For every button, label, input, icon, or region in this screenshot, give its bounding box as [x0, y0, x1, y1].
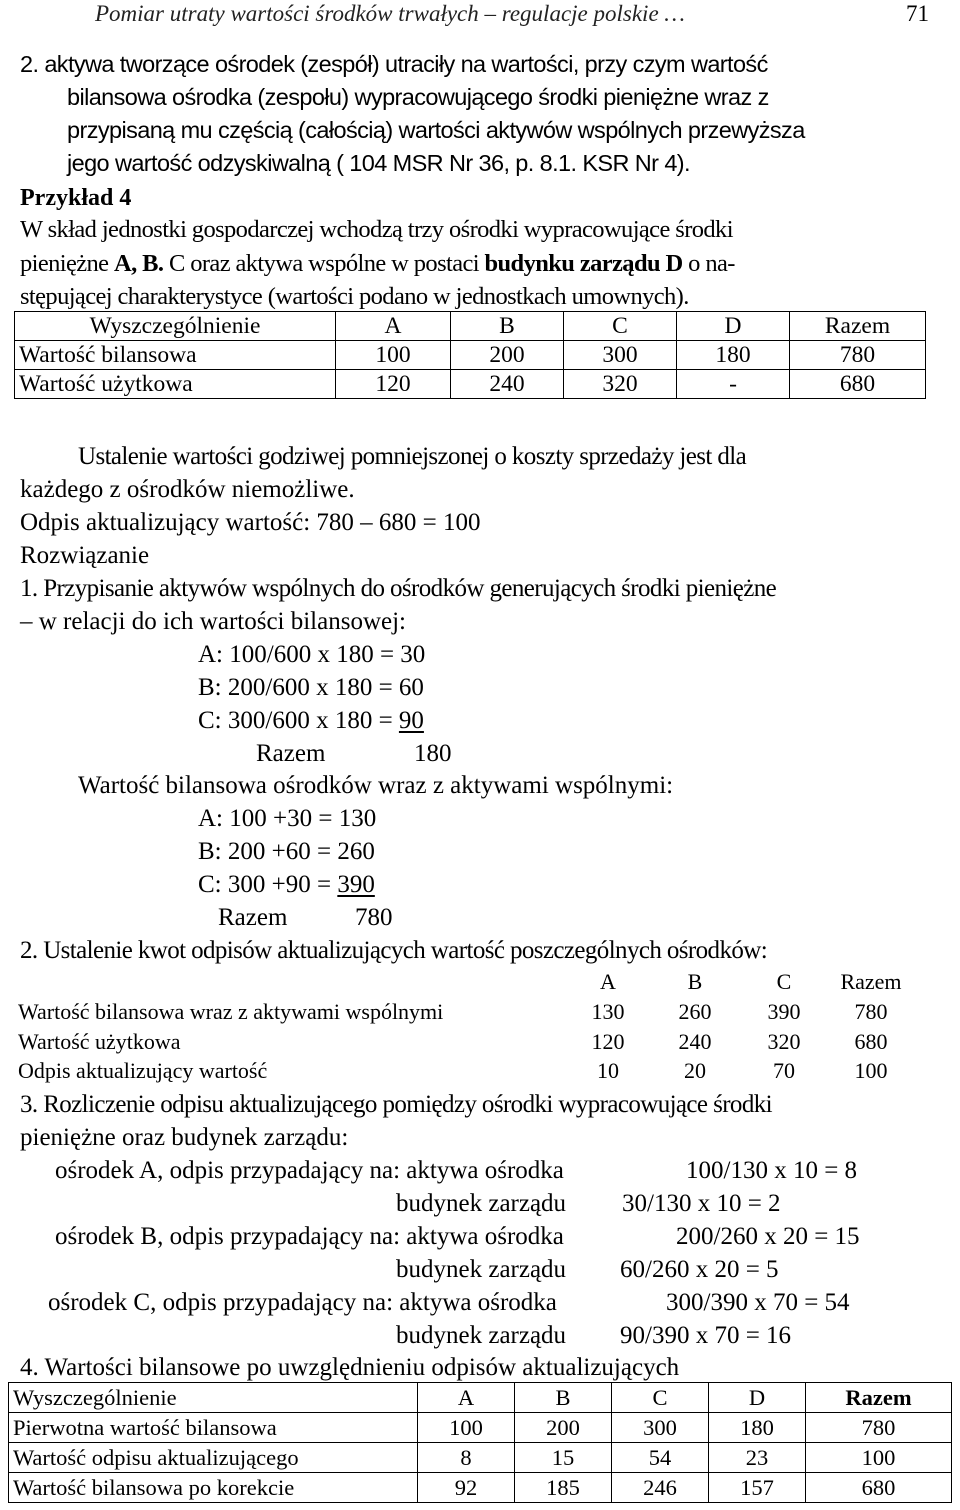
calc-line: B: 200 +60 = 260	[198, 838, 375, 865]
table-row	[9, 1443, 952, 1473]
table-header-cell: A	[418, 1383, 515, 1413]
table-cell: 180	[677, 341, 790, 370]
calc-line: C: 300/600 x 180 = 90	[198, 707, 424, 734]
section-3-title: 3. Rozliczenie odpisu aktualizującego pomiędzy ośrodki wypracowujące środki	[20, 1091, 772, 1118]
example-line: W skład jednostki gospodarczej wchodzą trzy ośrodki wypracowujące środki	[20, 216, 733, 243]
allocation-label: budynek zarządu	[396, 1256, 567, 1283]
table-header-row	[15, 312, 926, 341]
table-cell: Wartość odpisu aktualizującego	[9, 1443, 418, 1473]
table-cell: Wartość bilansowa	[15, 341, 336, 370]
allocation-label: ośrodek B, odpis przypadający na: aktywa ośrodka	[55, 1223, 564, 1250]
cell: 260	[678, 999, 712, 1024]
table-cell: 680	[806, 1473, 952, 1503]
odpis-line: Odpis aktualizujący wartość: 780 – 680 = 100	[20, 509, 481, 536]
row-label: Odpis aktualizujący wartość	[18, 1058, 268, 1083]
allocation-label: ośrodek A, odpis przypadający na: aktywa ośrodka	[55, 1157, 564, 1184]
section-3-title: pieniężne oraz budynek zarządu:	[20, 1124, 349, 1151]
table-header-row	[9, 1383, 952, 1413]
example-title: Przykład 4	[20, 185, 132, 211]
table-row	[15, 341, 926, 370]
table-cell: 100	[418, 1413, 515, 1443]
intro-line: jego wartość odzyskiwalną ( 104 MSR Nr 36, p. 8.1. KSR Nr 4).	[67, 150, 690, 176]
allocation-calc: 30/130 x 10 = 2	[622, 1190, 781, 1217]
table-cell: 246	[612, 1473, 709, 1503]
table-cell: 320	[564, 370, 677, 399]
example-line: pieniężne A, B. C oraz aktywa wspólne w postaci budynku zarządu D o na-	[20, 250, 735, 277]
cell: 120	[591, 1029, 625, 1054]
section-1-title: 1. Przypisanie aktywów wspólnych do ośrodków generujących środki pieniężne	[20, 575, 777, 602]
table-cell: 680	[790, 370, 926, 399]
allocation-label: ośrodek C, odpis przypadający na: aktywa ośrodka	[48, 1289, 557, 1316]
table-cell: 54	[612, 1443, 709, 1473]
table-cell: 200	[451, 341, 564, 370]
solution-heading: Rozwiązanie	[20, 542, 150, 569]
allocation-calc: 90/390 x 70 = 16	[620, 1322, 792, 1349]
column-header: A	[600, 969, 616, 994]
allocation-calc: 200/260 x 20 = 15	[676, 1223, 860, 1250]
table-header-cell: D	[709, 1383, 806, 1413]
table-cell: Wartość bilansowa po korekcie	[9, 1473, 418, 1503]
table-cell: 780	[790, 341, 926, 370]
allocation-calc: 100/130 x 10 = 8	[686, 1157, 858, 1184]
table-cell: 240	[451, 370, 564, 399]
table-cell: 8	[418, 1443, 515, 1473]
table-header-cell: B	[515, 1383, 612, 1413]
allocation-label: budynek zarządu	[396, 1190, 567, 1217]
column-header: B	[687, 969, 703, 994]
section-2-title: 2. Ustalenie kwot odpisów aktualizujących wartość poszczególnych ośrodków:	[20, 937, 768, 964]
row-label: Wartość użytkowa	[18, 1029, 181, 1054]
intro-line: bilansowa ośrodka (zespołu) wypracowującego środki pieniężne wraz z	[67, 84, 769, 110]
table-row	[9, 1473, 952, 1503]
table-cell: 100	[806, 1443, 952, 1473]
calc-line: B: 200/600 x 180 = 60	[198, 674, 424, 701]
total-label: Razem	[218, 904, 288, 931]
table-cell: -	[677, 370, 790, 399]
table-cell: 780	[806, 1413, 952, 1443]
table-cell: 15	[515, 1443, 612, 1473]
table-cell: Pierwotna wartość bilansowa	[9, 1413, 418, 1443]
page-number: 71	[906, 1, 929, 26]
cell: 680	[854, 1029, 888, 1054]
table-header-cell: Wyszczególnienie	[9, 1383, 418, 1413]
table-header-cell: D	[677, 312, 790, 341]
allocation-label: budynek zarządu	[396, 1322, 567, 1349]
calc-line: C: 300 +90 = 390	[198, 871, 375, 898]
cell: 100	[854, 1058, 888, 1083]
cell: 70	[773, 1058, 795, 1083]
table-header-cell: Razem	[806, 1383, 952, 1413]
cell: 20	[684, 1058, 706, 1083]
table-header-cell: A	[336, 312, 451, 341]
table-cell: 300	[564, 341, 677, 370]
running-header: Pomiar utraty wartości środków trwałych – regulacje polskie …	[95, 1, 685, 26]
table-header-cell: Wyszczególnienie	[15, 312, 336, 341]
calc-line: A: 100 +30 = 130	[198, 805, 377, 832]
table-cell: 300	[612, 1413, 709, 1443]
table-header-cell: Razem	[790, 312, 926, 341]
table-header-cell: C	[612, 1383, 709, 1413]
table-cell: 157	[709, 1473, 806, 1503]
allocation-calc: 300/390 x 70 = 54	[666, 1289, 850, 1316]
table-row	[15, 370, 926, 399]
table-cell: 92	[418, 1473, 515, 1503]
table-cell: Wartość użytkowa	[15, 370, 336, 399]
characteristics-table	[14, 311, 926, 399]
example-line: stępującej charakterystyce (wartości podano w jednostkach umownych).	[20, 283, 689, 310]
row-label: Wartość bilansowa wraz z aktywami wspólnymi	[18, 999, 444, 1024]
table-header-cell: B	[451, 312, 564, 341]
intro-line: przypisaną mu częścią (całością) wartości aktywów wspólnych przewyższa	[67, 117, 805, 143]
cell: 130	[591, 999, 625, 1024]
section-1-title: – w relacji do ich wartości bilansowej:	[20, 608, 406, 635]
total-label: Razem	[256, 740, 326, 767]
table-cell: 23	[709, 1443, 806, 1473]
table-cell: 200	[515, 1413, 612, 1443]
section-4-title: 4. Wartości bilansowe po uwzględnieniu odpisów aktualizujących	[20, 1354, 680, 1381]
paragraph-line: każdego z ośrodków niemożliwe.	[20, 476, 355, 503]
paragraph-line: Ustalenie wartości godziwej pomniejszonej o koszty sprzedaży jest dla	[78, 443, 747, 470]
cell: 320	[767, 1029, 801, 1054]
table-cell: 180	[709, 1413, 806, 1443]
cell: 10	[597, 1058, 619, 1083]
final-values-table	[8, 1382, 952, 1503]
cell: 390	[767, 999, 801, 1024]
total-value: 780	[355, 904, 393, 931]
calc-line: A: 100/600 x 180 = 30	[198, 641, 426, 668]
table-cell: 100	[336, 341, 451, 370]
cell: 240	[678, 1029, 712, 1054]
table-row	[9, 1413, 952, 1443]
cell: 780	[854, 999, 888, 1024]
table-header-cell: C	[564, 312, 677, 341]
table-cell: 185	[515, 1473, 612, 1503]
subheading: Wartość bilansowa ośrodków wraz z aktywami wspólnymi:	[78, 772, 674, 799]
allocation-calc: 60/260 x 20 = 5	[620, 1256, 779, 1283]
total-value: 180	[414, 740, 452, 767]
table-cell: 120	[336, 370, 451, 399]
intro-line: 2. aktywa tworzące ośrodek (zespół) utraciły na wartości, przy czym wartość	[20, 51, 768, 77]
column-header: Razem	[840, 969, 902, 994]
column-header: C	[776, 969, 792, 994]
